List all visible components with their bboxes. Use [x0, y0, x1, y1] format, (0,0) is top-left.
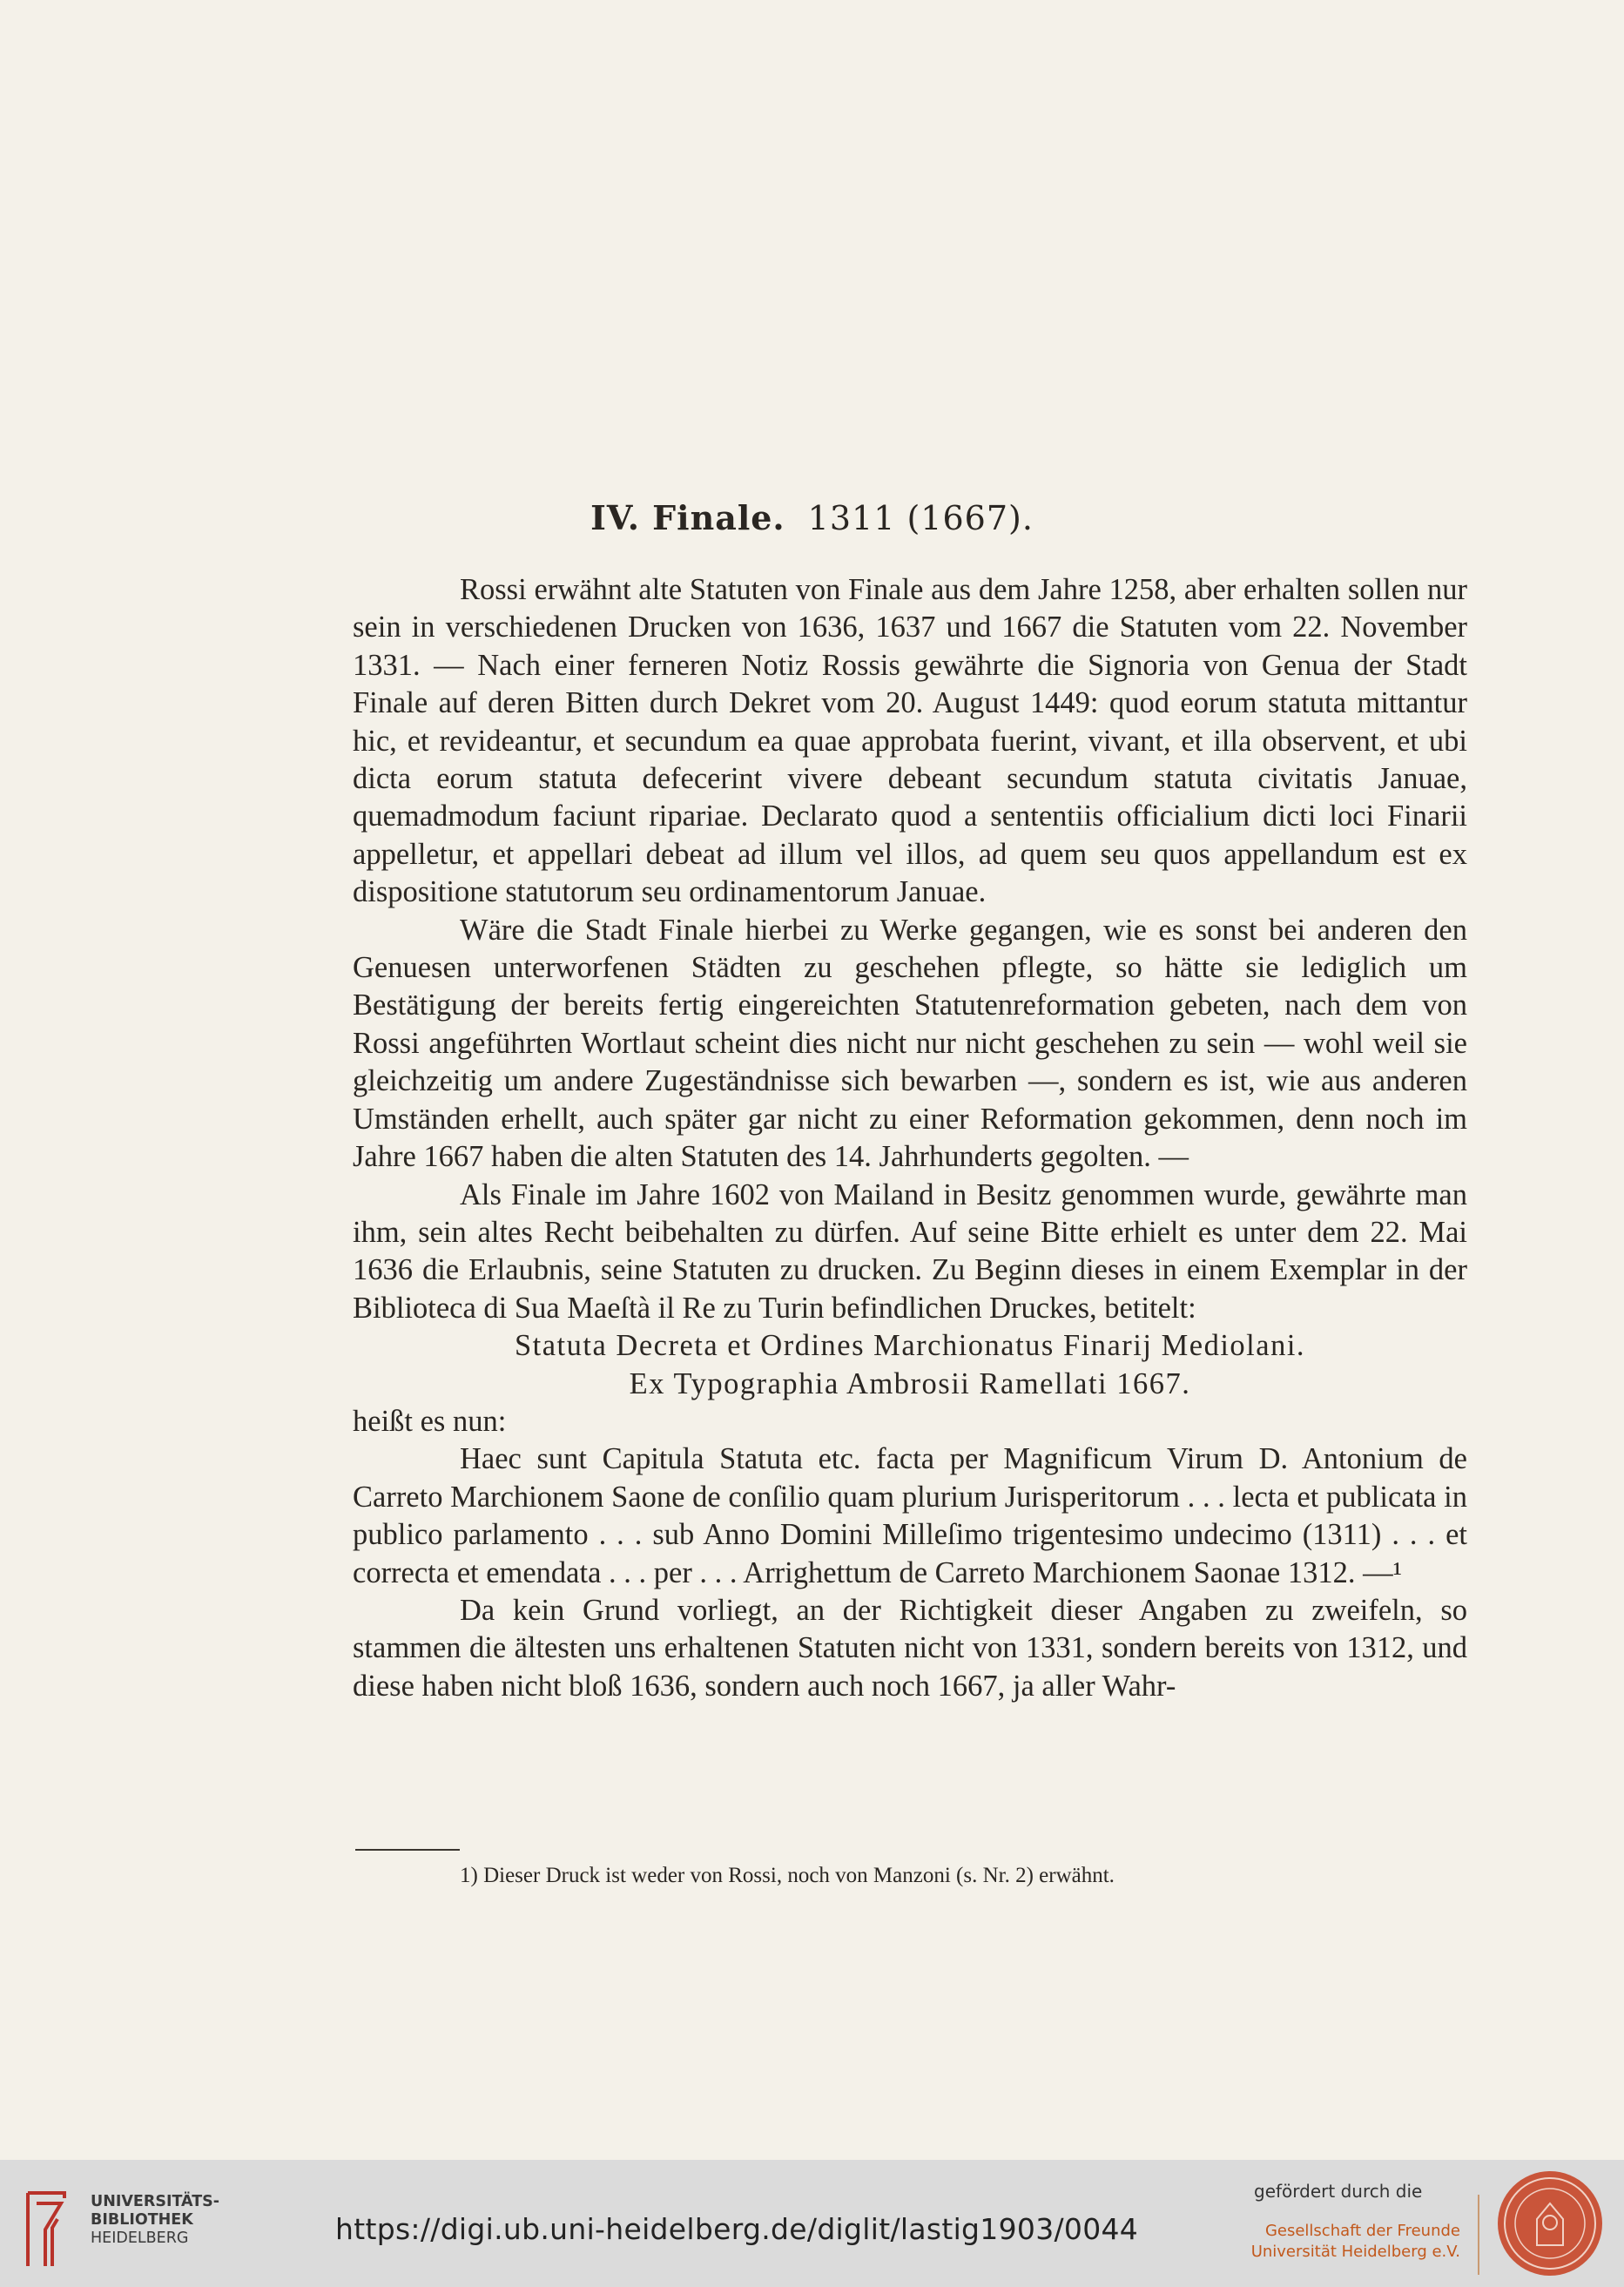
footnote-rule — [355, 1849, 460, 1851]
paragraph-4: Da kein Grund vorliegt, an der Richtigkeit dieser Angaben zu zweifeln, so stammen die ältesten uns erhaltenen Statuten nicht von 1331, sondern bereits von 1312, und diese haben nicht bloß 1636, sondern auch noch 1667, ja aller Wahr- — [353, 1593, 1467, 1703]
after-title-text: heißt es nun: — [353, 1404, 507, 1438]
funded-by-label: gefördert durch die — [1254, 2181, 1423, 2202]
digitization-footer — [0, 2160, 1624, 2287]
chapter-heading — [0, 498, 1624, 537]
chapter-years: 1311 (1667). — [807, 499, 1034, 537]
paragraph-3: Als Finale im Jahre 1602 von Mailand in Besitz genommen wurde, gewährte man ihm, sein altes Recht beibehalten zu dürfen. Auf seine Bitte erhielt es unter dem 22. Mai 1636 die Erlaubnis, seine Statuten zu drucken. Zu Beginn dieses in einem Exemplar in der Biblioteca di Sua Maeſtà il Re zu Turin befindlichen Druckes, betitelt: — [353, 1177, 1467, 1325]
body-text — [353, 571, 1467, 1705]
print-title-line-2: Ex Typographia Ambrosii Ramellati 1667. — [629, 1366, 1191, 1400]
sponsor-name: Gesellschaft der Freunde Universität Heidelberg e.V. — [1250, 2222, 1460, 2261]
paragraph-2: Wäre die Stadt Finale hierbei zu Werke gegangen, wie es sonst bei anderen den Genuesen unterworfenen Städten zu geschehen pflegte, so hätte sie lediglich um Bestätigung der bereits fertig eingereichten Statutenreformation gebeten, nach dem von Rossi angeführten Wortlaut scheint dies nicht nur nicht geschehen zu sein — wohl weil sie gleichzeitig um andere Zugeständnisse sich bewarben —, sondern es ist, wie aus anderen Umständen erhellt, auch später gar nicht zu einer Reformation gekommen, denn noch im Jahre 1667 haben die alten Statuten des 14. Jahrhunderts gegolten. — — [353, 913, 1467, 1174]
library-name: UNIVERSITÄTS- BIBLIOTHEK HEIDELBERG — [91, 2193, 220, 2247]
permalink-url[interactable]: https://digi.ub.uni-heidelberg.de/diglit/lastig1903/0044 — [335, 2212, 1139, 2246]
print-title-line-1: Statuta Decreta et Ordines Marchionatus Finarij Mediolani. — [514, 1329, 1306, 1363]
paragraph-1: Rossi erwähnt alte Statuten von Finale aus dem Jahre 1258, aber erhalten sollen nur sein in verschiedenen Drucken von 1636, 1637 und 1667 die Statuten vom 22. November 1331. — Nach einer ferneren Notiz Rossis gewährte die Signoria von Genua der Stadt Finale auf deren Bitten durch Dekret vom 20. August 1449: quod eorum statuta mittantur hic, et revideantur, et secundum ea quae approbata fuerint, vivant, et illa observent, et ubi dicta eorum statuta defecerint vivere debeant secundum statuta civitatis Januae, quemadmodum faciunt ripariae. Declarato quod a sententiis officialium dicti loci Finarii appelletur, et appellari debeat ad illum vel illos, ad quem seu quos appellandum est ex dispositione statutorum seu ordinamentorum Januae. — [353, 573, 1467, 909]
latin-quote: Haec sunt Capitula Statuta etc. facta per Magnificum Virum D. Antonium de Carreto Marchionem Saone de conſilio quam plurium Jurisperitorum . . . lecta et publicata in publico parlamento . . . sub Anno Domini Milleſimo trigentesimo undecimo (1311) . . . et correcta et emendata . . . per . . . Arrighettum de Carreto Marchionem Saonae 1312. —¹ — [353, 1442, 1467, 1589]
library-logo-icon — [19, 2189, 71, 2270]
footer-divider — [1478, 2195, 1479, 2275]
university-seal-icon — [1495, 2169, 1605, 2278]
chapter-title: IV. Finale. — [590, 498, 785, 537]
footnote: 1) Dieser Druck ist weder von Rossi, noch von Manzoni (s. Nr. 2) erwähnt. — [460, 1864, 1115, 1887]
